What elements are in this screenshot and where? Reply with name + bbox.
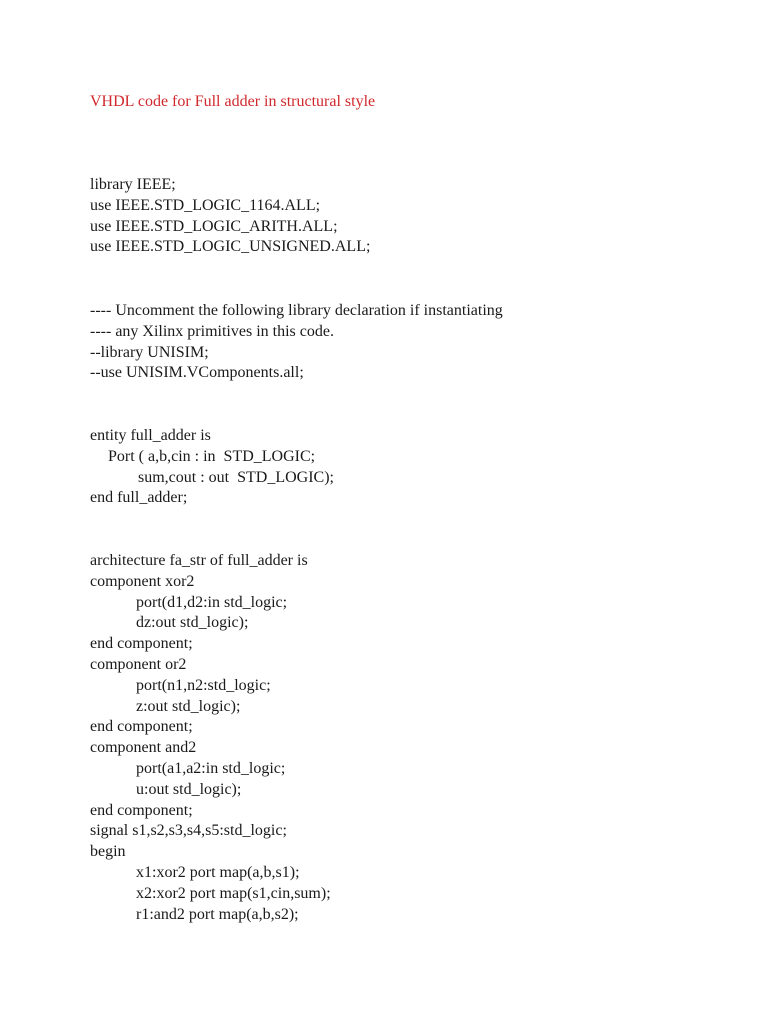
code-line: component or2	[90, 655, 187, 673]
library-section	[90, 175, 750, 258]
code-line: end component;	[90, 801, 193, 819]
code-line: library IEEE;	[90, 176, 176, 193]
code-line: u:out std_logic);	[136, 780, 242, 798]
code-line: ---- Uncomment the following library declaration if instantiating	[90, 302, 503, 319]
code-line: component xor2	[90, 572, 195, 590]
code-line: x2:xor2 port map(s1,cin,sum);	[136, 884, 331, 902]
code-line: --library UNISIM;	[90, 343, 209, 361]
code-line: Port ( a,b,cin : in STD_LOGIC;	[108, 447, 316, 465]
architecture-section	[90, 551, 750, 925]
entity-section	[90, 426, 750, 509]
code-line: entity full_adder is	[90, 427, 211, 444]
code-line: ---- any Xilinx primitives in this code.	[90, 322, 334, 340]
code-line: port(d1,d2:in std_logic;	[136, 593, 288, 611]
document-title: VHDL code for Full adder in structural style	[90, 93, 376, 110]
code-line: begin	[90, 843, 126, 861]
code-line: end full_adder;	[90, 489, 188, 507]
code-line: end component;	[90, 635, 193, 653]
code-line: component and2	[90, 739, 197, 757]
code-line: end component;	[90, 718, 193, 736]
code-line: r1:and2 port map(a,b,s2);	[136, 905, 299, 923]
code-line: use IEEE.STD_LOGIC_ARITH.ALL;	[90, 217, 338, 235]
comment-section	[90, 301, 750, 384]
code-line: x1:xor2 port map(a,b,s1);	[136, 863, 300, 881]
code-line: dz:out std_logic);	[136, 614, 249, 632]
code-line: sum,cout : out STD_LOGIC);	[138, 468, 334, 486]
code-line: port(a1,a2:in std_logic;	[136, 759, 286, 777]
code-line: port(n1,n2:std_logic;	[136, 676, 271, 694]
code-line: signal s1,s2,s3,s4,s5:std_logic;	[90, 822, 287, 840]
code-line: use IEEE.STD_LOGIC_1164.ALL;	[90, 196, 321, 214]
code-line: z:out std_logic);	[136, 697, 241, 715]
code-line: use IEEE.STD_LOGIC_UNSIGNED.ALL;	[90, 238, 371, 256]
code-line: architecture fa_str of full_adder is	[90, 552, 308, 569]
code-line: --use UNISIM.VComponents.all;	[90, 364, 304, 382]
